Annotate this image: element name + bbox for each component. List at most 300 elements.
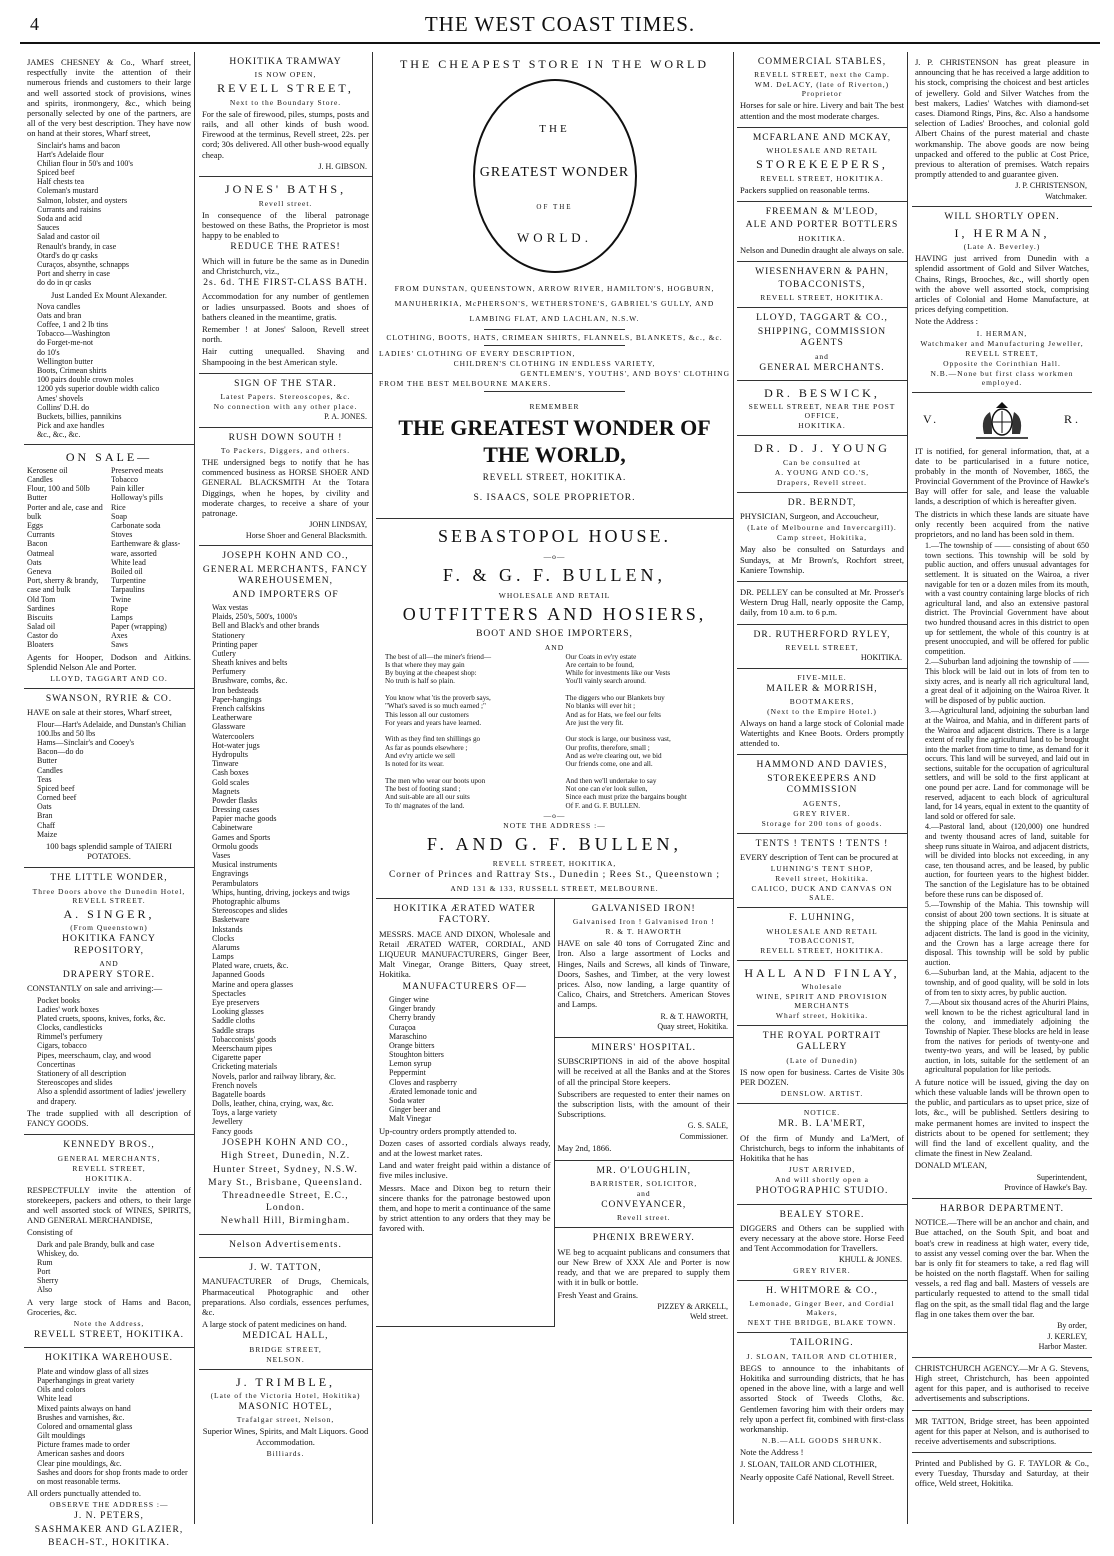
cheapest-proprietor: S. ISAACS, SOLE PROPRIETOR.	[473, 492, 636, 503]
christenson-signature-2: Watchmaker.	[1045, 191, 1087, 201]
cheapest-clothing: CLOTHING, BOOTS, HATS, CRIMEAN SHIRTS, FLANNELS, BLANKETS, &c., &c.	[386, 333, 723, 343]
ad-phoenix	[555, 1228, 734, 1327]
list-item: Bagatelle boards	[212, 1089, 266, 1099]
berndt-text: May also be consulted on Saturdays and Sundays, at Mr Brown's, Rochfort street, Kaniere Township.	[740, 544, 904, 575]
agency-text: CHRISTCHURCH AGENCY.—Mr A G. Stevens, High street, Christchurch, has been appointed agent for this paper, and is authorised to receive advertisements and subscriptions.	[915, 1362, 1089, 1404]
list-item: Cigars, tobacco	[37, 1041, 87, 1051]
list-item: Spiced beef	[37, 168, 75, 178]
list-item: Are just the very fit.	[565, 718, 624, 727]
column-1	[24, 52, 195, 1549]
list-item: Ærated lemonade tonic and	[389, 1086, 477, 1096]
lindsay-heading: RUSH DOWN SOUTH !	[228, 432, 343, 443]
ad-singer	[24, 868, 194, 1135]
ad-hammond	[737, 755, 907, 833]
list-item: For years and years have learned.	[385, 718, 482, 727]
lindsay-signature-2: Horse Shoer and General Blacksmith.	[245, 530, 367, 540]
ad-tents	[737, 834, 907, 909]
trimble-billiards: Billiards.	[266, 1448, 305, 1458]
trimble-text: Superior Wines, Spirits, and Malt Liquors. Good Accommodation.	[202, 1426, 369, 1447]
warehouse-observe: OBSERVE THE ADDRESS :—	[49, 1500, 169, 1510]
ad-beswick	[737, 381, 907, 436]
baths-price: 2s. 6d. THE FIRST-CLASS BATH.	[203, 278, 368, 289]
wiesenhavern-street: REVELL STREET, HOKITIKA.	[760, 293, 884, 303]
hospital-text: SUBSCRIPTIONS in aid of the above hospital will be received at all the Banks and at the Stores of all the principal Store keepers.	[557, 1056, 730, 1087]
list-item: Sauces	[37, 223, 60, 233]
kennedy-also: A very large stock of Hams and Bacon, Groceries, &c.	[27, 1296, 191, 1317]
kohn-address-6: Newhall Hill, Birmingham.	[220, 1216, 351, 1227]
list-item: Inkstands	[212, 924, 243, 934]
divider	[484, 345, 624, 346]
ad-wiesenhavern	[737, 262, 907, 309]
list-item: Fancy goods	[212, 1126, 253, 1136]
kennedy-heading: KENNEDY BROS.,	[63, 1140, 155, 1151]
imprint-text: Printed and Published by G. F. TAYLOR & Co., every Tuesday, Thursday and Saturday, at their office, Weld street, Hokitika.	[915, 1458, 1089, 1489]
list-item: &c., &c., &c.	[37, 430, 81, 440]
circle-main: GREATEST WONDER	[479, 164, 630, 180]
tramway-text: For the sale of firewood, piles, stumps, posts and rails, and all other kinds of bush wood. Firewood at the terminus, Revell street, 22s. per cord; 30s delivered. All other bush-wood equally cheap.	[202, 108, 369, 160]
list-item: Gold scales	[212, 777, 250, 787]
list-item: Brushes and varnishes, &c.	[37, 1412, 125, 1422]
singer-intro: CONSTANTLY on sale and arriving:—	[27, 983, 163, 994]
aerated-dozen: Dozen cases of assorted cordials always ready, and at the lowest market rates.	[379, 1137, 551, 1158]
mailer-top: FIVE-MILE.	[797, 672, 847, 682]
list-item	[560, 727, 731, 735]
singer-repository: HOKITIKA FANCY REPOSITORY,	[62, 934, 156, 956]
baths-heading: JONES' BATHS,	[224, 182, 347, 197]
phoenix-signature-2: Weld street.	[689, 1312, 728, 1322]
list-item: Oats and bran	[37, 310, 82, 320]
galvanised-name: R. & T. HAWORTH	[605, 927, 682, 937]
warehouse-items	[27, 1367, 191, 1486]
list-item: Papier mache goods	[212, 814, 277, 824]
berndt-sub: PHYSICIAN, Surgeon, and Accoucheur,	[740, 511, 879, 522]
ad-ryley	[737, 625, 907, 669]
list-item: Kerosene oil	[27, 465, 68, 475]
herman-late: (Late A. Beverley.)	[963, 242, 1041, 252]
lindsay-text: THE undersigned begs to notify that he has commenced business as HORSE SHOER AND GENERAL BLACKSMITH At the Totara Diggings, when he hopes, by civility and moderate charges, to receive a share of your patronage.	[202, 457, 369, 519]
tramway-open: IS NOW OPEN,	[254, 70, 317, 80]
list-item: Concertinas	[37, 1059, 76, 1069]
kohn-address-2: High Street, Dunedin, N.Z.	[220, 1151, 351, 1162]
list-item: French novels	[212, 1080, 258, 1090]
list-item: Marine and opera glasses	[212, 979, 294, 989]
herman-street: REVELL STREET,	[965, 348, 1039, 358]
harbor-text: NOTICE.—There will be an anchor and chain, and Bue attached, on the South Spit, and boat and boat's crew in readiness at high water, every tide, to assist any vessel coming over the bar. When the bar is only fit for steamers to take, a red flag will be hoisted on the north flagstaff. When for sailing vessels, a red flag and ball. Masters of vessels are particularly requested to attend to the small tidal flag on the spit, as the small tidal flag and the large flag in one takes them over the bar.	[915, 1217, 1089, 1319]
tatton-text: MANUFACTURER of Drugs, Chemicals, Pharmaceutical Photographic and other preparations. Also cordials, essences perfumes, &c.	[202, 1276, 369, 1317]
hospital-signature-2: Commissioner.	[679, 1131, 728, 1141]
list-item: Spectacles	[212, 988, 246, 998]
cheapest-ladies: LADIES' CLOTHING OF EVERY DESCRIPTION,	[379, 349, 576, 359]
ad-kennedy	[24, 1135, 194, 1348]
list-item: French calfskins	[212, 704, 265, 714]
list-item: Rope	[111, 603, 128, 613]
list-item: Pipes, meerschaum, clay, and wood	[37, 1050, 151, 1060]
warehouse-heading: HOKITIKA WAREHOUSE.	[44, 1353, 174, 1364]
herman-text: HAVING just arrived from Dunedin with a splendid assortment of Gold and Silver Watches, Chains, Rings, Brooches, &c., will shortly open with the above well assorted stock, comprising articles of Colonial and Home Manufacture, at prices defying competition.	[915, 253, 1089, 315]
on-sale-signature: LLOYD, TAGGART AND CO.	[50, 674, 168, 684]
list-item: Half chests tea	[37, 177, 85, 187]
lands-items	[915, 541, 1089, 1075]
list-item: And ev'ry article we sell	[385, 751, 455, 760]
list-item: Our stock is large, our business vast,	[565, 735, 671, 744]
ad-lindsay	[199, 428, 372, 547]
list-item: White lead	[111, 557, 146, 567]
chesney-items	[27, 141, 191, 288]
ad-lamert	[737, 1104, 907, 1204]
sebastopol-outfitters: OUTFITTERS AND HOSIERS,	[402, 603, 707, 624]
harbor-order: By order,	[1057, 1321, 1087, 1331]
list-item	[379, 686, 550, 694]
lindsay-sub: To Packers, Diggers, and others.	[220, 446, 351, 456]
list-item: Otard's do qr casks	[37, 250, 98, 260]
list-item: Preserved meats	[111, 465, 164, 475]
list-item: Hydropults	[212, 749, 248, 759]
freeman-text: Nelson and Dunedin draught ale always on sale.	[740, 244, 904, 255]
tatton-heading: J. W. TATTON,	[249, 1262, 322, 1273]
list-item: Paper (wrapping)	[111, 622, 167, 632]
kohn-address-4: Mary St., Brisbane, Queensland.	[208, 1178, 363, 1189]
tents-address: Revell street, Hokitika.	[775, 874, 869, 884]
vr-right: R.	[1063, 412, 1081, 427]
circle-the: THE	[539, 123, 570, 136]
on-sale-agents: Agents for Hooper, Dodson and Aitkins. Splendid Nelson Ale and Porter.	[27, 651, 191, 672]
ad-tatton-agent	[912, 1411, 1092, 1454]
freeman-town: HOKITIKA.	[798, 233, 846, 243]
luhning-street: REVELL STREET, HOKITIKA.	[760, 945, 884, 955]
portrait-text: IS now open for business. Cartes de Visite 30s PER DOZEN.	[740, 1066, 904, 1087]
list-item: Tinware	[212, 759, 239, 769]
ad-star	[199, 374, 372, 428]
list-item: The men who wear our boots upon	[385, 776, 486, 785]
list-item: Also a splendid assortment of ladies' jewellery and drapery.	[37, 1087, 186, 1106]
list-item: Ames' shovels	[37, 393, 84, 403]
ad-sebastopol	[376, 519, 733, 899]
star-signature: P. A. JONES.	[324, 412, 367, 422]
tailoring-note: Note the Address !	[740, 1447, 804, 1458]
baths-text-5: Hair cutting unequalled. Shaving and Shampooing in the best American style.	[202, 346, 369, 367]
list-item: With as they find ten shillings go	[385, 735, 481, 744]
tatton-hall: MEDICAL HALL,	[242, 1331, 329, 1342]
bealey-text: DIGGERS and Others can be supplied with every necessary at the above store. Horse Feed and Tent Accommodation for Travellers.	[740, 1222, 904, 1254]
list-item: 3.—Agricultural land, adjoining the suburban land at the Wairoa, and Mahia, and in different parts of the Wairoa and adjacent districts. There is a large extent of really fine agricultural land to be brought into the market from time to time, as demand for it occurs. This land will be surveyed, and laid out in sections, suitable for the occupation of agricultural settlers, and will be sold to the first applicant at one pound per acre. Land for commonage will be reserved, adjacent to each block of agricultural land, for 14 years, equal in extent to the quantity of land sold or offered for sale.	[925, 706, 1089, 821]
on-sale-left	[27, 466, 107, 650]
galvanised-signature: R. & T. HAWORTH,	[660, 1011, 728, 1021]
list-item: Pocket books	[37, 995, 80, 1005]
list-item: Sardines	[27, 603, 55, 613]
list-item: Stationery	[212, 630, 245, 640]
kennedy-items	[27, 1240, 191, 1295]
kennedy-note: Note the Address,	[73, 1319, 145, 1328]
baths-text-2: Which will in future be the same as in Dunedin and Christchurch, viz.,	[202, 255, 369, 276]
list-item: Musical instruments	[212, 860, 278, 870]
lands-intro-2: The districts in which these lands are situate have only recently been acquired from the native proprietors, and no land has been sold in them.	[915, 508, 1089, 540]
swanson-items	[27, 720, 191, 839]
lamert-notice: NOTICE.	[803, 1108, 841, 1118]
chesney-items-2	[27, 302, 191, 440]
pelley-text: DR. PELLEY can be consulted at Mr. Prosser's Western Drug Hall, nearly opposite the Camp, daily, from 10 a.m. to 6 p.m.	[740, 586, 904, 618]
tatton-street: BRIDGE STREET,	[249, 1344, 322, 1354]
berndt-late: (Late of Melbourne and Invercargill).	[747, 523, 897, 533]
list-item: Currants and raisins	[37, 204, 101, 214]
bealey-heading: BEALEY STORE.	[779, 1209, 865, 1220]
list-item: Plaids, 250's, 500's, 1000's	[212, 612, 298, 622]
lamert-arrived: JUST ARRIVED,	[788, 1165, 856, 1175]
list-item: Our friends come, one and all.	[565, 760, 653, 769]
list-item: Sashes and doors for shop fronts made to order on most reasonable terms.	[37, 1467, 188, 1487]
list-item: Boiled oil	[111, 566, 143, 576]
list-item: To th' magnates of the land.	[385, 801, 465, 810]
ad-swanson	[24, 689, 194, 868]
list-item: Cutlery	[212, 648, 236, 658]
list-item: Vases	[212, 851, 231, 861]
list-item: Stationery of all description	[37, 1069, 127, 1079]
oloughlin-street: Revell street.	[616, 1213, 671, 1223]
list-item: Candles	[37, 765, 63, 775]
list-item: Japanned Goods	[212, 970, 265, 980]
aerated-mfr: MANUFACTURERS OF—	[402, 981, 527, 992]
tatton-town: NELSON.	[266, 1354, 305, 1364]
kohn-address-3: Hunter Street, Sydney, N.S.W.	[213, 1164, 358, 1175]
warehouse-trade: SASHMAKER AND GLAZIER,	[34, 1524, 184, 1535]
aerated-heading: HOKITIKA ÆRATED WATER FACTORY.	[393, 903, 536, 926]
list-item: Gilt mouldings	[37, 1431, 86, 1441]
mcfarlane-street: REVELL STREET, HOKITIKA.	[760, 173, 884, 183]
list-item: Bacon—do do	[37, 747, 84, 757]
list-item: Chilian flour in 50's and 100's	[37, 158, 133, 168]
column-4	[737, 52, 908, 1524]
sebastopol-separator-2: —o—	[543, 810, 566, 820]
list-item: Coffee, 1 and 2 lb tins	[37, 320, 108, 330]
herman-heading: WILL SHORTLY OPEN.	[944, 212, 1060, 223]
royal-coat-of-arms-icon	[962, 398, 1042, 442]
list-item: Dark and pale Brandy, bulk and case	[37, 1239, 155, 1249]
list-item: Nova candles	[37, 301, 81, 311]
list-item: do Forget-me-not	[37, 338, 94, 348]
list-item	[560, 768, 731, 776]
tramway-street: REVELL STREET,	[217, 81, 354, 96]
ad-pelley	[737, 582, 907, 625]
list-item: Eye preservers	[212, 998, 260, 1008]
list-item: Dolls, leather, china, crying, wax, &c.	[212, 1099, 334, 1109]
oloughlin-and: and	[636, 1189, 651, 1199]
list-item: Ormolu goods	[212, 841, 258, 851]
cheapest-remember: REMEMBER	[529, 402, 580, 412]
kennedy-address: REVELL STREET, HOKITIKA.	[33, 1330, 185, 1340]
freeman-heading: FREEMAN & M'LEOD,	[765, 206, 879, 217]
cheapest-gentlemen: GENTLEMEN'S, YOUTHS', AND BOYS' CLOTHING	[520, 369, 730, 379]
list-item: Porter and ale, case and bulk	[27, 502, 103, 521]
ad-galvanised	[555, 899, 734, 1038]
list-item: Sheath knives and belts	[212, 658, 288, 668]
list-item: Port	[37, 1267, 51, 1277]
portrait-sub: (Late of Dunedin)	[786, 1055, 858, 1065]
list-item: Rice	[111, 502, 126, 512]
aerated-thanks: Messrs. Mace and Dixon beg to return their sincere thanks for the patronage bestowed upon them, and hope to merit a continuance of the same by strict attention to any orders that they may be favored with.	[379, 1182, 551, 1234]
warehouse-address: BEACH-ST., HOKITIKA.	[48, 1538, 170, 1549]
ad-trimble	[199, 1370, 372, 1463]
hospital-heading: MINERS' HOSPITAL.	[591, 1042, 696, 1053]
kohn-heading: JOSEPH KOHN AND CO.,	[222, 551, 349, 562]
list-item: Picture frames made to order	[37, 1440, 130, 1450]
list-item: 7.—About six thousand acres of the Ahuriri Plains, well known to be the richest agricultural land in the colony, and immediately adjoining the Township of Napier. These blocks are held in lease from the natives for periods of twenty-one and twenty-two years, and will be leased, by public auction, in lots, suitable for the settlement of an agricultural population for like periods.	[925, 998, 1089, 1075]
ad-whitmore	[737, 1281, 907, 1333]
list-item: Ladies' work boxes	[37, 1004, 99, 1014]
list-item: Whips, hunting, driving, jockeys and twigs	[212, 887, 350, 897]
bottom-split	[376, 899, 733, 1327]
list-item: Pick and axe handles	[37, 421, 105, 431]
kohn-address-1: JOSEPH KOHN AND CO.,	[222, 1137, 349, 1148]
list-item: Rum	[37, 1257, 53, 1267]
ryley-heading: DR. RUTHERFORD RYLEY,	[753, 629, 891, 640]
tailoring-signature: J. SLOAN, TAILOR AND CLOTHIER,	[740, 1459, 877, 1470]
kennedy-sub-3: HOKITIKA.	[85, 1173, 133, 1183]
list-item: Our profits, therefore, small ;	[565, 743, 650, 752]
circle-world: WORLD.	[517, 229, 592, 245]
list-item: The best of all—the miner's friend—	[385, 652, 492, 661]
list-item: Lamps	[111, 612, 133, 622]
sebastopol-corner: Corner of Princes and Rattray Sts., Dunedin ; Rees St., Queenstown ;	[388, 870, 721, 881]
portrait-heading: THE ROYAL PORTRAIT GALLERY	[762, 1031, 882, 1053]
hammond-heading: HAMMOND AND DAVIES,	[756, 760, 888, 771]
ad-bealey	[737, 1205, 907, 1282]
list-item: Hams—Sinclair's and Cooey's	[37, 737, 135, 747]
list-item: Leatherware	[212, 713, 252, 723]
list-item: And then we'll undertake to say	[565, 776, 657, 785]
list-item: Axes	[111, 631, 128, 641]
list-item: Corned beef	[37, 793, 77, 803]
beswick-town: HOKITIKA.	[798, 421, 846, 431]
list-item: Maraschino	[389, 1031, 427, 1041]
royal-crest-row	[915, 396, 1089, 444]
list-item: Maize	[37, 829, 57, 839]
kohn-sub-2: AND IMPORTERS OF	[232, 589, 339, 600]
berndt-address: Camp street, Hokitika,	[777, 533, 867, 543]
herman-nb: N.B.—None but first class workmen employed.	[930, 368, 1074, 387]
list-item: 1200 yds superior double width calico	[37, 384, 160, 394]
greatest-wonder-circle	[473, 79, 637, 273]
list-item: Plated ware, cruets, &c.	[212, 961, 289, 971]
list-item: Malt Vinegar	[389, 1114, 432, 1124]
list-item: Is that where they may gain	[385, 660, 465, 669]
list-item: Wax vestas	[212, 602, 249, 612]
ad-young	[737, 436, 907, 492]
tailoring-heading: TAILORING.	[790, 1338, 854, 1349]
hall-address: Wharf street, Hokitika.	[775, 1011, 869, 1020]
aerated-land: Land and water freight paid within a distance of five miles inclusive.	[379, 1160, 551, 1181]
star-line-2: No connection with any other place.	[213, 402, 358, 412]
singer-heading: THE LITTLE WONDER,	[50, 873, 168, 884]
tents-heading: TENTS ! TENTS ! TENTS !	[755, 838, 889, 849]
list-item: Eggs	[27, 521, 43, 531]
tatton-agent-text: MR TATTON, Bridge street, has been appointed agent for this paper at Nelson, and is authorised to receive advertisements and subscriptions.	[915, 1415, 1089, 1446]
list-item: Twine	[111, 594, 131, 604]
young-sub: Can be consulted at	[783, 457, 861, 467]
aerated-up: Up-country orders promptly attended to.	[379, 1125, 517, 1136]
christenson-text: J. P. CHRISTENSON has great pleasure in announcing that he has received a large addition to his stock, comprising the choicest and best articles of jewellery. Gold and Silver Watches from the best makers, Ladies' Watches with diamond-set cases. Diamond Rings, Pins, &c. Also a handsome selection of Ladies' Brooches, and colonial gold Albert Chains of the purest material and chaste workmanship. The above goods are now being unpacked and offered to the public at Cost Price, previous to alteration of premises. Watch repairs promptly attended to and guarantee given.	[915, 57, 1089, 180]
herman-opposite: Opposite the Corinthian Hall.	[943, 358, 1061, 368]
list-item: Orange bitters	[389, 1040, 435, 1050]
tatton-text-2: A large stock of patent medicines on hand.	[202, 1319, 347, 1330]
list-item: Rimmel's perfumery	[37, 1032, 103, 1042]
ad-cheapest-store	[376, 52, 733, 519]
masthead	[20, 6, 1100, 44]
list-item: By buying at the cheapest shop:	[385, 669, 477, 678]
list-item: Coleman's mustard	[37, 186, 99, 196]
portrait-signature: DENSLOW. ARTIST.	[780, 1089, 864, 1099]
list-item: Are certain to be found,	[565, 660, 634, 669]
stables-heading: COMMERCIAL STABLES,	[757, 57, 887, 67]
list-item: Looking glasses	[212, 1007, 264, 1017]
list-item: Bloaters	[27, 640, 54, 650]
list-item: This lesson all our customers	[385, 710, 469, 719]
list-item: Biscuits	[27, 612, 53, 622]
sebastopol-heading: SEBASTOPOL HOUSE.	[437, 526, 672, 547]
kohn-items	[202, 603, 369, 1136]
whitmore-heading: H. WHITMORE & CO.,	[766, 1286, 878, 1297]
list-item: Bell and Black's and other brands	[212, 621, 320, 631]
ad-tailoring	[737, 1333, 907, 1487]
warehouse-name: J. N. PETERS,	[74, 1511, 144, 1522]
list-item: Soda and acid	[37, 214, 82, 223]
ad-aerated	[376, 899, 555, 1327]
imprint	[912, 1453, 1092, 1495]
list-item: Whiskey, do.	[37, 1248, 79, 1258]
list-item: 100 pairs double crown moles	[37, 375, 134, 385]
list-item: American sashes and doors	[37, 1449, 125, 1459]
trimble-hotel: MASONIC HOTEL,	[238, 1402, 333, 1413]
list-item: Dressing cases	[212, 805, 260, 815]
baths-text-1: In consequence of the liberal patronage bestowed on these Baths, the Proprietor is most happy to be enabled to	[202, 209, 369, 241]
list-item: do do in qr casks	[37, 278, 92, 288]
sebastopol-sub: WHOLESALE AND RETAIL	[498, 590, 611, 600]
phoenix-heading: PHŒNIX BREWERY.	[592, 1233, 695, 1244]
column-3	[376, 52, 734, 1524]
singer-from: (From Queenstown)	[70, 923, 148, 933]
freeman-ale: ALE AND PORTER BOTTLERS	[745, 220, 899, 231]
lamert-open: And will shortly open a	[775, 1175, 869, 1185]
divider	[484, 329, 624, 330]
mcfarlane-text: Packers supplied on reasonable terms.	[740, 184, 870, 195]
list-item: 4.—Pastoral land, about (120,000) one hundred and twenty thousand acres of land, suitable for sheep runs situate in Wairoa, and adjacent districts, will be divided into blocks not exceeding, in any case, ten thousand acres, and be leased, by public auction, for fourteen years to the highest bidder. The sanction of the Legislature has to be obtained before these runs can be disposed of.	[925, 822, 1089, 899]
lloyd-and: and	[815, 351, 829, 361]
luhning-heading: F. LUHNING,	[789, 913, 855, 924]
tramway-heading: HOKITIKA TRAMWAY	[229, 57, 342, 67]
chesney-landed: Just Landed Ex Mount Alexander.	[51, 289, 167, 300]
sebastopol-melbourne: AND 131 & 133, RUSSELL STREET, MELBOURNE.	[450, 883, 659, 893]
list-item: Carbonate soda	[111, 521, 161, 531]
singer-sub: Three Doors above the Dunedin Hotel, REVELL STREET.	[32, 886, 186, 905]
list-item: Cabinetware	[212, 823, 253, 833]
list-item: Toys, a large variety	[212, 1108, 278, 1118]
list-item: Salad oil	[27, 622, 56, 632]
list-item: Also	[37, 1285, 53, 1295]
lamert-text: Of the firm of Mundy and La'Mert, of Christchurch, begs to inform the inhabitants of Hokitika that he has	[740, 1132, 904, 1163]
stables-text: Horses for sale or hire. Livery and bait The best attention and the most moderate charges.	[740, 100, 904, 121]
list-item: Bran	[37, 811, 53, 821]
singer-name: A. SINGER,	[63, 906, 155, 921]
list-item: Printing paper	[212, 639, 258, 649]
greatest-wonder-banner: THE GREATEST WONDER OF THE WORLD,	[398, 415, 711, 467]
tramway-signature: J. H. GIBSON.	[318, 161, 367, 171]
hall-sub: Wholesale	[801, 982, 843, 991]
ad-christenson	[912, 52, 1092, 207]
kennedy-consisting: Consisting of	[27, 1227, 73, 1238]
list-item: Flour, 100 and 50lb	[27, 484, 90, 494]
oloughlin-conveyancer: CONVEYANCER,	[601, 1200, 687, 1211]
list-item: Spiced beef	[37, 783, 75, 793]
list-item: Butter	[37, 756, 57, 766]
on-sale-heading: ON SALE—	[65, 449, 153, 464]
